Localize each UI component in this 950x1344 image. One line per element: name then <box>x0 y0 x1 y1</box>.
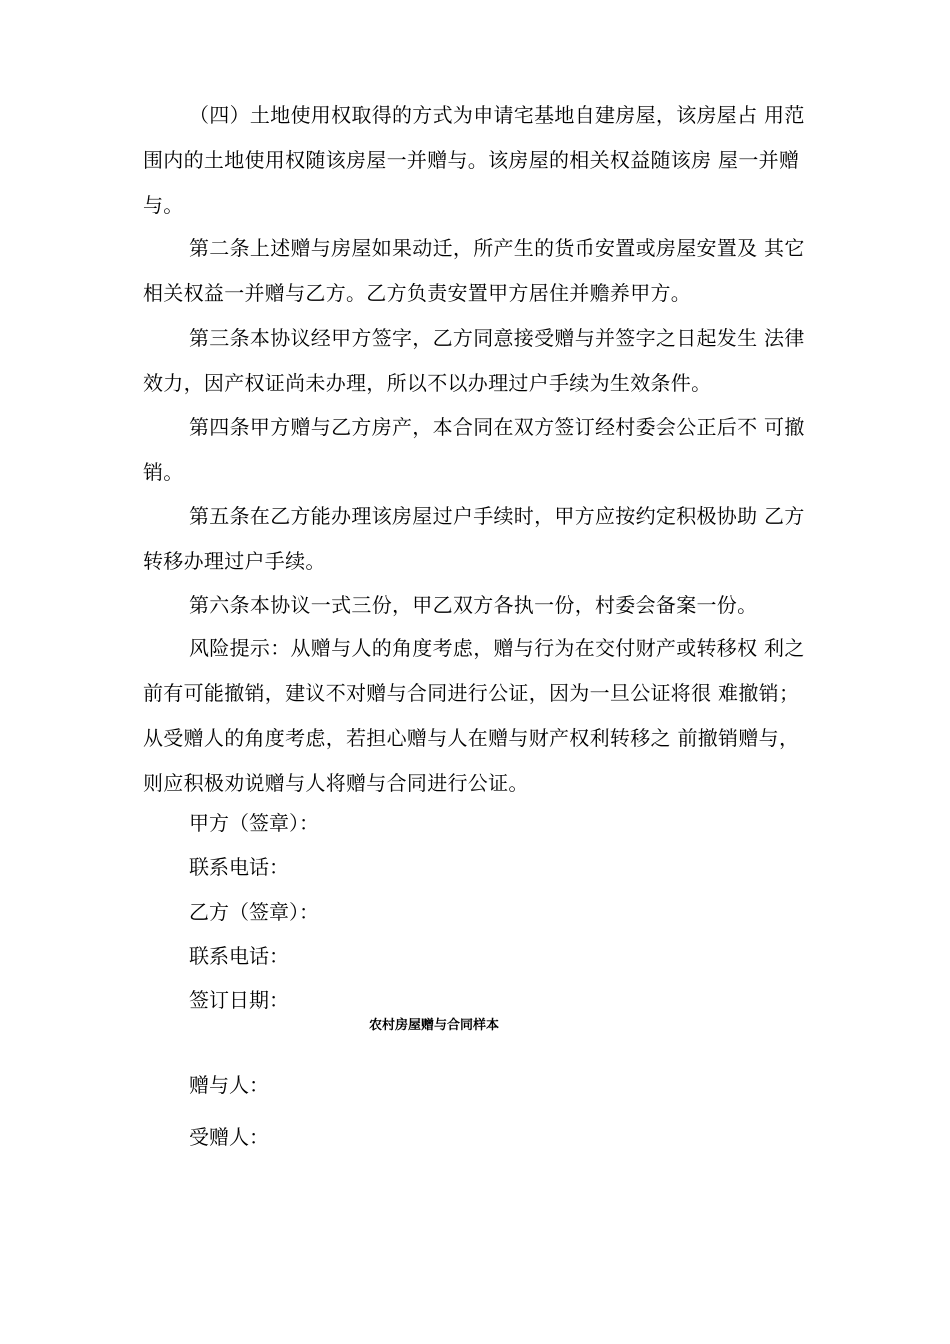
signing-date-label: 签订日期： <box>189 988 289 1012</box>
text-line: 从受赠人的角度考虑，若担心赠与人在赠与财产权利转移之 前撤销赠与， <box>143 726 800 750</box>
article-3 <box>143 316 823 406</box>
article-4 <box>143 405 823 495</box>
text-line: 前有可能撤销，建议不对赠与合同进行公证，因为一旦公证将很 难撤销； <box>143 681 800 705</box>
risk-notice <box>143 626 823 806</box>
text-line: 相关权益一并赠与乙方。乙方负责安置甲方居住并赡养甲方。 <box>143 281 692 305</box>
party-b-signature-label: 乙方（签章）： <box>189 900 319 924</box>
text-line: （四）土地使用权取得的方式为申请宅基地自建房屋，该房屋占 用范 <box>189 103 805 127</box>
text-line: 围内的土地使用权随该房屋一并赠与。该房屋的相关权益随该房 屋一并赠 <box>143 148 800 172</box>
text-line: 第三条本协议经甲方签字，乙方同意接受赠与并签字之日起发生 法律 <box>189 326 805 350</box>
donee-label: 受赠人： <box>189 1125 269 1149</box>
text-line: 则应积极劝说赠与人将赠与合同进行公证。 <box>143 771 529 795</box>
article-6 <box>143 583 823 628</box>
text-line: 与。 <box>143 193 184 217</box>
text-line: 风险提示：从赠与人的角度考虑，赠与行为在交付财产或转移权 利之 <box>189 636 805 660</box>
text-line: 销。 <box>143 460 184 484</box>
party-a-signature-label: 甲方（签章）： <box>189 811 319 835</box>
text-line: 第六条本协议一式三份，甲乙双方各执一份，村委会备案一份。 <box>189 593 758 617</box>
article-5 <box>143 494 823 584</box>
party-b-phone-label: 联系电话： <box>189 944 289 968</box>
article-2 <box>143 226 823 316</box>
text-line: 第二条上述赠与房屋如果动迁，所产生的货币安置或房屋安置及 其它 <box>189 236 805 260</box>
text-line: 转移办理过户手续。 <box>143 549 326 573</box>
text-line: 第五条在乙方能办理该房屋过户手续时，甲方应按约定积极协助 乙方 <box>189 504 805 528</box>
contract-sample-title: 农村房屋赠与合同样本 <box>368 1018 499 1033</box>
donor-label: 赠与人： <box>189 1073 269 1097</box>
text-line: 效力，因产权证尚未办理，所以不以办理过户手续为生效条件。 <box>143 371 712 395</box>
text-line: 第四条甲方赠与乙方房产，本合同在双方签订经村委会公正后不 可撤 <box>189 415 805 439</box>
party-a-phone-label: 联系电话： <box>189 855 289 879</box>
clause-land-use <box>143 93 823 228</box>
